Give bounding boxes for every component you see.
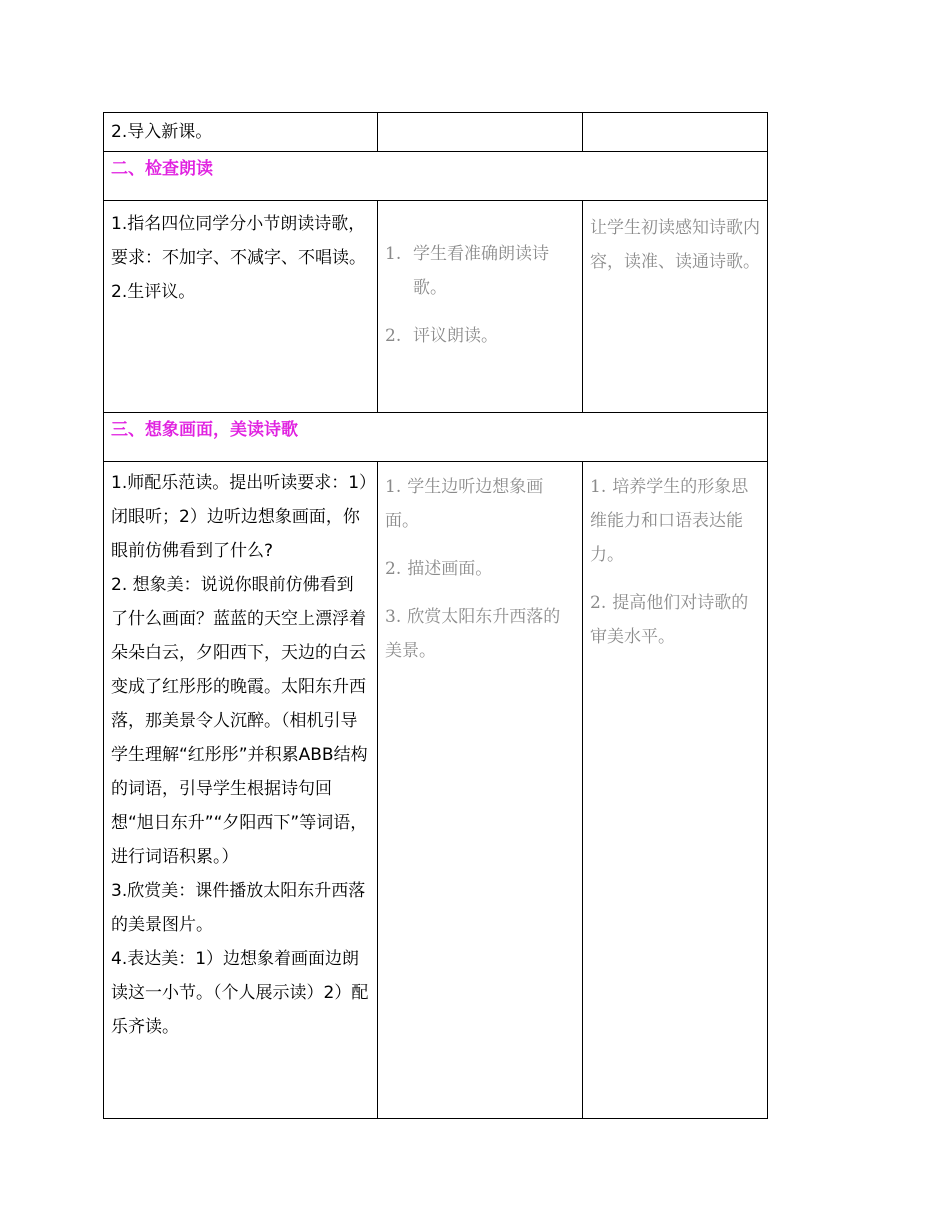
intro-step-cell: 2.导入新课。: [104, 113, 378, 152]
section-heading-check-reading: 二、检查朗读: [104, 152, 768, 201]
intro-purpose-cell: [583, 113, 768, 152]
imagine-step-3: 3.欣赏美：课件播放太阳东升西落的美景图片。: [111, 881, 366, 935]
list-item: 1. 培养学生的形象思维能力和口语表达能力。: [590, 477, 749, 565]
imagine-student-list: [385, 470, 575, 668]
table-row: [104, 413, 768, 462]
read-purpose-cell: 让学生初读感知诗歌内容，读准、读通诗歌。: [583, 201, 768, 413]
read-teacher-cell: [104, 201, 378, 413]
section-heading-imagine-scene: 三、想象画面，美读诗歌: [104, 413, 768, 462]
table-row: [104, 201, 768, 413]
imagine-teacher-cell: [104, 462, 378, 1119]
read-student-cell: [378, 201, 583, 413]
table-row: [104, 113, 768, 152]
imagine-purpose-cell: [583, 462, 768, 1119]
list-item: 2. 评议朗读。: [385, 326, 498, 346]
list-item: 2. 描述画面。: [385, 559, 493, 579]
table-row: [104, 152, 768, 201]
read-step-2: 2.生评议。: [111, 282, 196, 302]
imagine-student-cell: [378, 462, 583, 1119]
list-item: 1. 学生边听边想象画面。: [385, 477, 544, 531]
imagine-step-2: 2. 想象美：说说你眼前仿佛看到了什么画面？蓝蓝的天空上漂浮着朵朵白云，夕阳西下，天边的白云变成了红彤彤的晚霞。太阳东升西落，那美景令人沉醉。（相机引导学生理解“红彤彤”并积累ABB结构的词语，引导学生根据诗句回想“旭日东升”“夕阳西下”等词语，进行词语积累。）: [111, 575, 368, 867]
intro-student-cell: [378, 113, 583, 152]
list-item: 1. 学生看准确朗读诗歌。: [385, 244, 549, 298]
table-row: [104, 462, 768, 1119]
lesson-plan-table: [103, 112, 768, 1119]
imagine-step-1: 1.师配乐范读。提出听读要求：1）闭眼听；2）边听边想象画面，你眼前仿佛看到了什么?: [111, 473, 368, 561]
list-item: 3. 欣赏太阳东升西落的美景。: [385, 607, 561, 661]
imagine-purpose-list: [590, 470, 760, 654]
list-item: 2. 提高他们对诗歌的审美水平。: [590, 593, 749, 647]
read-student-list: [385, 237, 575, 353]
read-step-1: 1.指名四位同学分小节朗读诗歌，要求：不加字、不减字、不唱读。: [111, 214, 366, 268]
imagine-step-4: 4.表达美：1）边想象着画面边朗读这一小节。（个人展示读）2）配乐齐读。: [111, 949, 369, 1037]
